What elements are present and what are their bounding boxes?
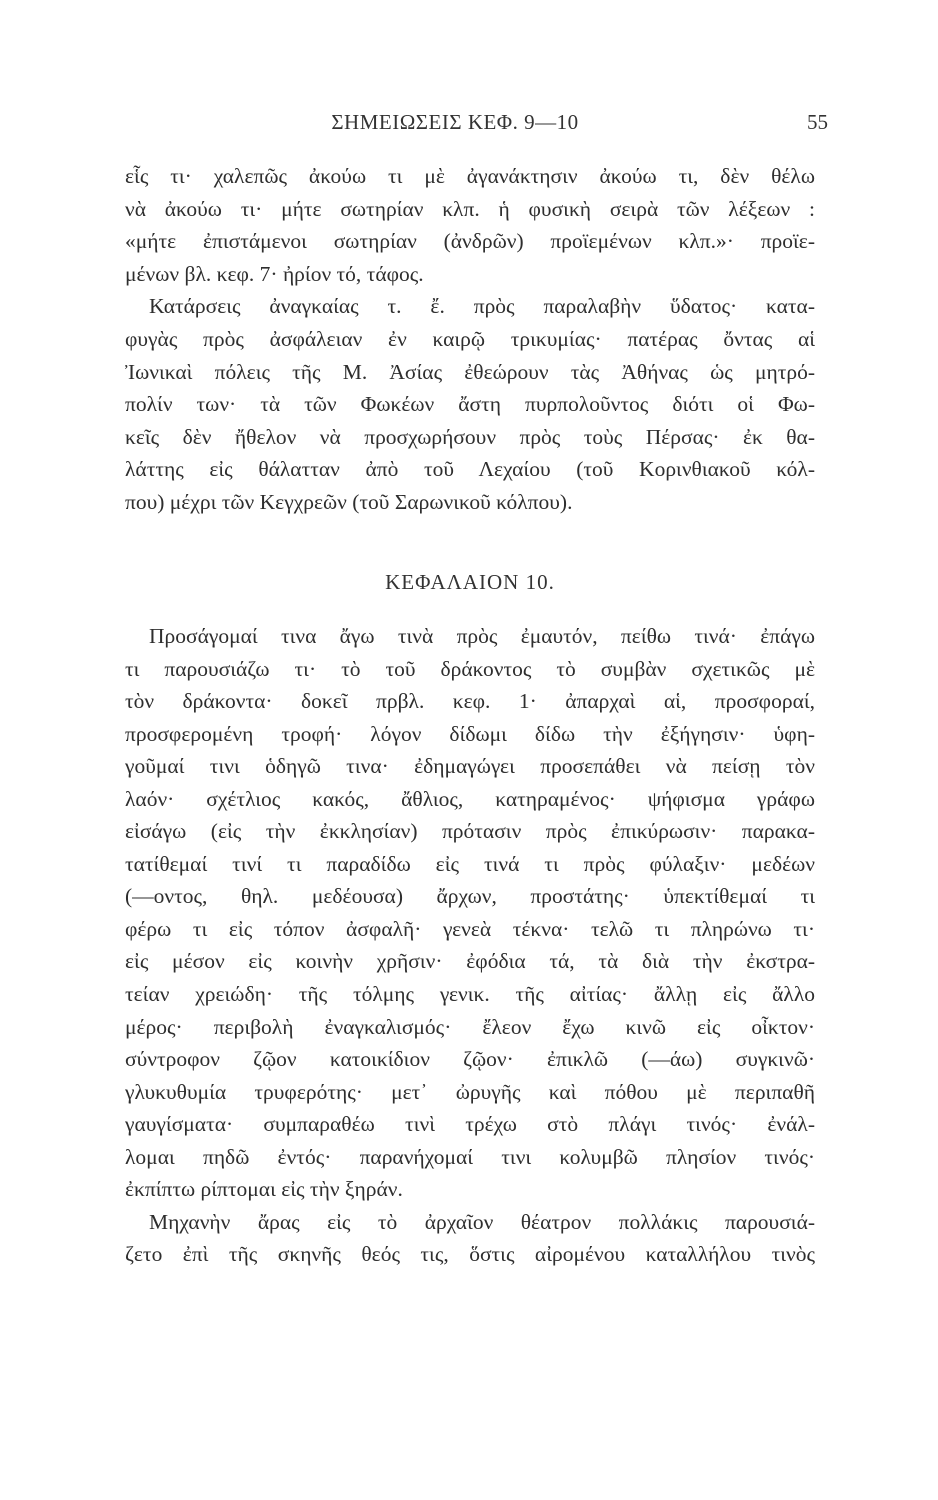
text-line: γλυκυθυμία τρυφερότης· μετ᾽ ὠρυγῆς καὶ πόθου μὲ περιπαθῆ: [125, 1079, 815, 1104]
notes-chapter-9: [125, 160, 815, 519]
text-line: τι παρουσιάζω τι· τὸ τοῦ δράκοντος τὸ συμβὰν σχετικῶς μὲ: [125, 656, 815, 681]
text-line: λάττης εἰς θάλατταν ἀπὸ τοῦ Λεχαίου (τοῦ Κορινθιακοῦ κόλ-: [125, 457, 815, 482]
text-line: ἐκπίπτω ρίπτομαι εἰς τὴν ξηράν.: [125, 1177, 403, 1202]
text-line: λομαι πηδῶ ἐντός· παρανήχομαί τινι κολυμβῶ πλησίον τινός·: [125, 1144, 815, 1169]
notes-chapter-10: [125, 620, 815, 1271]
text-line: γοῦμαί τινι ὁδηγῶ τινα· ἐδημαγώγει προσεπάθει νὰ πείσῃ τὸν: [125, 754, 815, 779]
text-line: Ἰωνικαὶ πόλεις τῆς Μ. Ἀσίας ἐθεώρουν τὰς Ἀθήνας ὡς μητρό-: [125, 359, 815, 384]
text-line: Κατάρσεις ἀναγκαίας τ. ἔ. πρὸς παραλαβὴν ὕδατος· κατα-: [149, 294, 815, 319]
text-line: τείαν χρειώδη· τῆς τόλμης γενικ. τῆς αἰτίας· ἄλλῃ εἰς ἄλλο: [125, 982, 815, 1007]
text-line: εἰς μέσον εἰς κοινὴν χρῆσιν· ἐφόδια τά, τὰ διὰ τὴν ἐκστρα-: [125, 949, 815, 974]
text-line: μένων βλ. κεφ. 7· ἠρίον τό, τάφος.: [125, 261, 424, 286]
text-line: φέρω τι εἰς τόπον ἀσφαλῆ· γενεὰ τέκνα· τελῶ τι πληρώνω τι·: [125, 916, 815, 941]
text-line: μέρος· περιβολὴ ἐναγκαλισμός· ἔλεον ἔχω κινῶ εἰς οἶκτον·: [125, 1014, 815, 1039]
text-line: τὸν δράκοντα· δοκεῖ πρβλ. κεφ. 1· ἀπαρχαὶ αἱ, προσφοραί,: [125, 689, 815, 714]
text-line: πολίν των· τὰ τῶν Φωκέων ἄστη πυρπολοῦντος διότι οἱ Φω-: [125, 392, 815, 417]
running-title: ΣΗΜΕΙΩΣΕΙΣ ΚΕΦ. 9—10: [331, 110, 579, 134]
running-header: [0, 110, 938, 140]
text-line: «μήτε ἐπιστάμενοι σωτηρίαν (ἀνδρῶν) προϊεμένων κλπ.»· προϊε-: [125, 229, 815, 254]
text-line: φυγὰς πρὸς ἀσφάλειαν ἐν καιρῷ τρικυμίας· πατέρας ὄντας αἱ: [125, 326, 815, 351]
text-line: ζετο ἐπὶ τῆς σκηνῆς θεός τις, ὅστις αἰρομένου καταλλήλου τινὸς: [125, 1242, 815, 1267]
text-line: Μηχανὴν ἄρας εἰς τὸ ἀρχαῖον θέατρον πολλάκις παρουσιά-: [149, 1209, 815, 1234]
page-number: 55: [807, 110, 828, 134]
chapter-heading: ΚΕΦΑΛΑΙΟΝ 10.: [385, 570, 555, 594]
text-line: (—οντος, θηλ. μεδέουσα) ἄρχων, προστάτης· ὑπεκτίθεμαί τι: [125, 884, 815, 909]
text-line: προσφερομένη τροφή· λόγον δίδωμι δίδω τὴν ἐξήγησιν· ὑφη-: [125, 721, 815, 746]
text-line: γαυγίσματα· συμπαραθέω τινὶ τρέχω στὸ πλάγι τινός· ἐνάλ-: [125, 1112, 815, 1137]
text-line: λαόν· σχέτλιος κακός, ἄθλιος, κατηραμένος· ψήφισμα γράφω: [125, 786, 815, 811]
text-line: σύντροφον ζῷον κατοικίδιον ζῷον· ἐπικλῶ (—άω) συγκινῶ·: [125, 1047, 815, 1072]
text-line: νὰ ἀκούω τι· μήτε σωτηρίαν κλπ. ἡ φυσικὴ σειρὰ τῶν λέξεων :: [125, 196, 815, 221]
text-line: εἰσάγω (εἰς τὴν ἐκκλησίαν) πρότασιν πρὸς ἐπικύρωσιν· παρακα-: [125, 819, 815, 844]
text-line: εἷς τι· χαλεπῶς ἀκούω τι μὲ ἀγανάκτησιν ἀκούω τι, δὲν θέλω: [125, 164, 815, 188]
text-line: Προσάγομαί τινα ἄγω τινὰ πρὸς ἐμαυτόν, πείθω τινά· ἐπάγω: [149, 624, 815, 648]
text-line: κεῖς δὲν ἤθελον νὰ προσχωρήσουν πρὸς τοὺς Πέρσας· ἐκ θα-: [125, 424, 815, 449]
text-line: τατίθεμαί τινί τι παραδίδω εἰς τινά τι πρὸς φύλαξιν· μεδέων: [125, 851, 815, 876]
text-line: που) μέχρι τῶν Κεγχρεῶν (τοῦ Σαρωνικοῦ κόλπου).: [125, 489, 573, 514]
